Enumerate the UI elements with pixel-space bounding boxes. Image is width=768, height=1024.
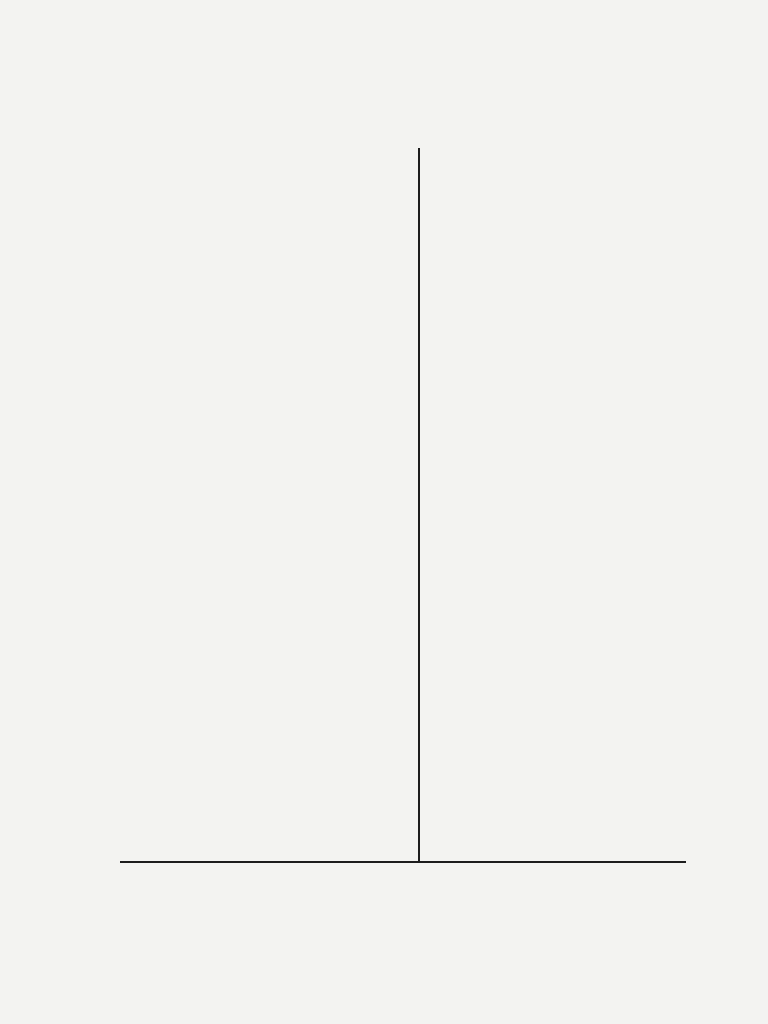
inch-ruler bbox=[0, 0, 90, 1024]
column-divider bbox=[418, 148, 420, 862]
section-divider bbox=[120, 861, 686, 863]
centimeter-ruler bbox=[0, 0, 768, 60]
toneladas-entry bbox=[380, 874, 389, 890]
